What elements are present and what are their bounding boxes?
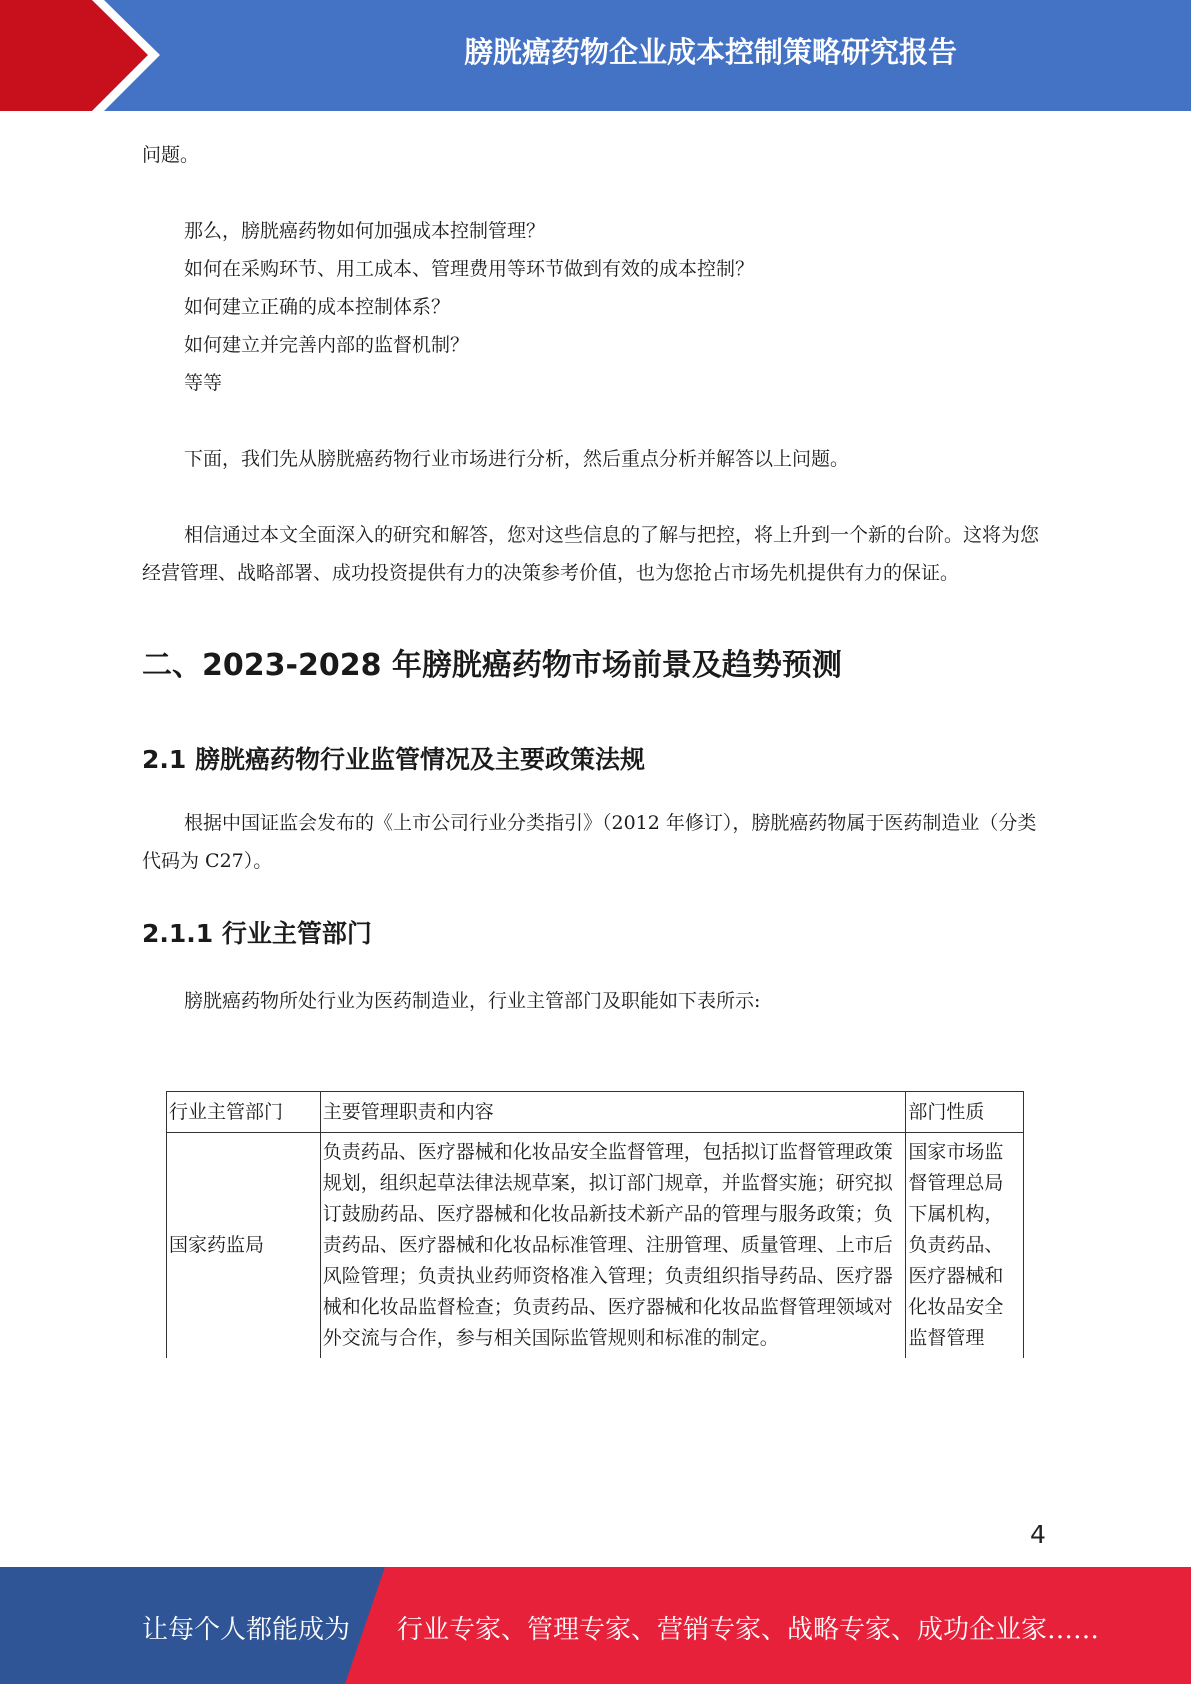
page-footer: [0, 1567, 1191, 1684]
paragraph-next: 下面，我们先从膀胱癌药物行业市场进行分析，然后重点分析并解答以上问题。: [184, 448, 850, 470]
page-number: 4: [1030, 1520, 1046, 1549]
column-header: 行业主管部门: [167, 1092, 321, 1133]
section-heading: 二、2023-2028 年膀胱癌药物市场前景及趋势预测: [142, 648, 842, 683]
list-item: 等等: [184, 372, 223, 394]
table-cell-nature: 国家市场监督管理总局下属机构，负责药品、医疗器械和化妆品安全监督管理: [906, 1133, 1024, 1359]
list-item: 如何在采购环节、用工成本、管理费用等环节做到有效的成本控制？: [184, 258, 755, 280]
question-list: [142, 212, 1052, 402]
table-header-row: [167, 1092, 1024, 1133]
main-content: [142, 132, 1052, 1020]
column-header: 部门性质: [906, 1092, 1024, 1133]
footer-slogan-right: 行业专家、管理专家、营销专家、战略专家、成功企业家……: [397, 1615, 1100, 1645]
header-arrow-decoration: [0, 0, 240, 111]
subsection-heading: 2.1 膀胱癌药物行业监管情况及主要政策法规: [142, 745, 645, 774]
table-cell-duties: 负责药品、医疗器械和化妆品安全监督管理，包括拟订监督管理政策规划，组织起草法律法规草案，拟订部门规章，并监督实施；研究拟订鼓励药品、医疗器械和化妆品新技术新产品的管理与服务政策；负责药品、医疗器械和化妆品标准管理、注册管理、质量管理、上市后风险管理；负责执业药师资格准入管理；负责组织指导药品、医疗器械和化妆品监督检查；负责药品、医疗器械和化妆品监督管理领域对外交流与合作，参与相关国际监管规则和标准的制定。: [320, 1133, 906, 1359]
list-item: 那么，膀胱癌药物如何加强成本控制管理？: [184, 220, 546, 242]
paragraph-table-intro: 膀胱癌药物所处行业为医药制造业，行业主管部门及职能如下表所示:: [184, 990, 761, 1012]
page-header: [0, 0, 1191, 111]
department-table: [166, 1091, 1024, 1358]
table-row: [167, 1133, 1024, 1359]
column-header: 主要管理职责和内容: [320, 1092, 906, 1133]
paragraph-classification: 根据中国证监会发布的《上市公司行业分类指引》（2012 年修订），膀胱癌药物属于医药制造业（分类代码为 C27）。: [142, 812, 1037, 872]
footer-slogan-left: 让每个人都能成为: [142, 1615, 351, 1645]
list-item: 如何建立正确的成本控制体系？: [184, 296, 451, 318]
paragraph-tail: 问题。: [142, 144, 200, 166]
list-item: 如何建立并完善内部的监督机制？: [184, 334, 470, 356]
subsubsection-heading: 2.1.1 行业主管部门: [142, 919, 372, 948]
report-title: 膀胱癌药物企业成本控制策略研究报告: [463, 35, 957, 69]
paragraph-believe: 相信通过本文全面深入的研究和解答，您对这些信息的了解与把控，将上升到一个新的台阶。这将为您经营管理、战略部署、成功投资提供有力的决策参考价值，也为您抢占市场先机提供有力的保证。: [142, 524, 1040, 584]
table-cell-dept: 国家药监局: [167, 1133, 321, 1359]
